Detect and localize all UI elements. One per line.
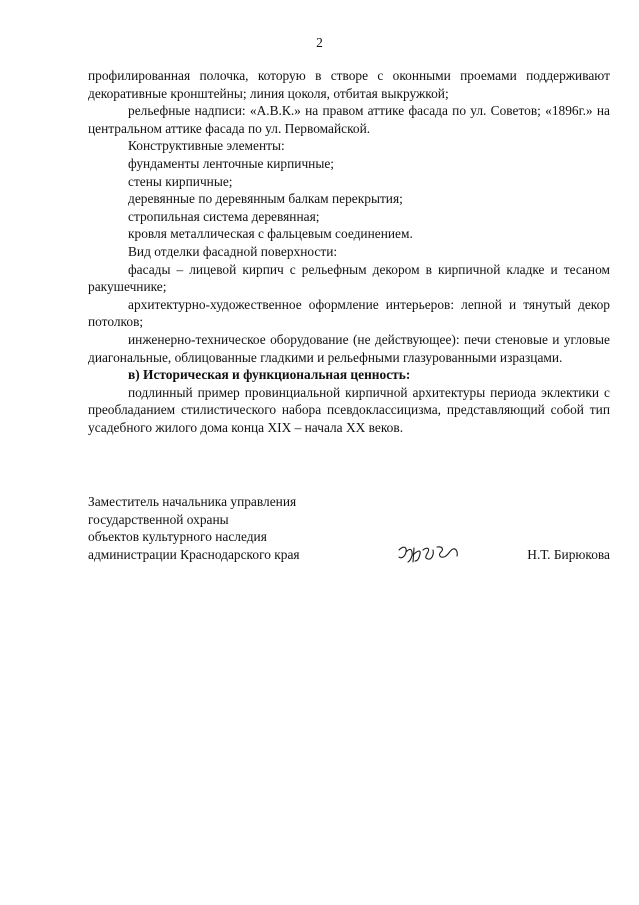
paragraph-facade-details: профилированная полочка, которую в створе с оконными проемами поддерживают декоративные кронштейны; линия цоколя, отбитая выкружкой;	[88, 68, 610, 101]
signer-title-line: администрации Краснодарского края	[88, 546, 300, 562]
paragraph-relief-inscriptions: рельефные надписи: «А.В.К.» на правом аттике фасада по ул. Советов; «1896г.» на центральном аттике фасада по ул. Первомайской.	[88, 103, 610, 136]
page-number: 2	[316, 35, 323, 50]
paragraph-floors: деревянные по деревянным балкам перекрытия;	[128, 191, 403, 207]
signer-title-line: государственной охраны	[88, 511, 229, 527]
signer-title-line: объектов культурного наследия	[88, 529, 267, 545]
section-heading-historical-value: в) Историческая и функциональная ценность:	[128, 367, 411, 383]
paragraph-structural-elements-heading: Конструктивные элементы:	[128, 138, 285, 154]
signer-title-line: Заместитель начальника управления	[88, 494, 297, 509]
document-body	[88, 67, 610, 436]
paragraph-finish-heading: Вид отделки фасадной поверхности:	[128, 243, 338, 259]
signer-name: Н.Т. Бирюкова	[527, 546, 610, 562]
paragraph-roof: кровля металлическая с фальцевым соединением.	[128, 226, 413, 242]
signature-block	[88, 493, 610, 563]
paragraph-foundations: фундаменты ленточные кирпичные;	[128, 155, 335, 171]
paragraph-engineering: инженерно-техническое оборудование (не действующее): печи стеновые и угловые диагональные, облицованные гладкими и рельефными глазурованными изразцами.	[88, 331, 610, 365]
paragraph-walls: стены кирпичные;	[128, 173, 233, 189]
handwritten-signature	[397, 540, 461, 566]
paragraph-historical-value: подлинный пример провинциальной кирпичной архитектуры периода эклектики с преобладанием стилистического набора псевдоклассицизма, представляющий собой тип усадебного жилого дома конца XIX – начала XX веков.	[88, 384, 610, 435]
paragraph-facades: фасады – лицевой кирпич с рельефным декором в кирпичной кладке и тесаном ракушечнике;	[88, 261, 610, 295]
paragraph-interiors: архитектурно-художественное оформление интерьеров: лепной и тянутый декор потолков;	[88, 296, 610, 330]
paragraph-rafters: стропильная система деревянная;	[128, 208, 320, 224]
